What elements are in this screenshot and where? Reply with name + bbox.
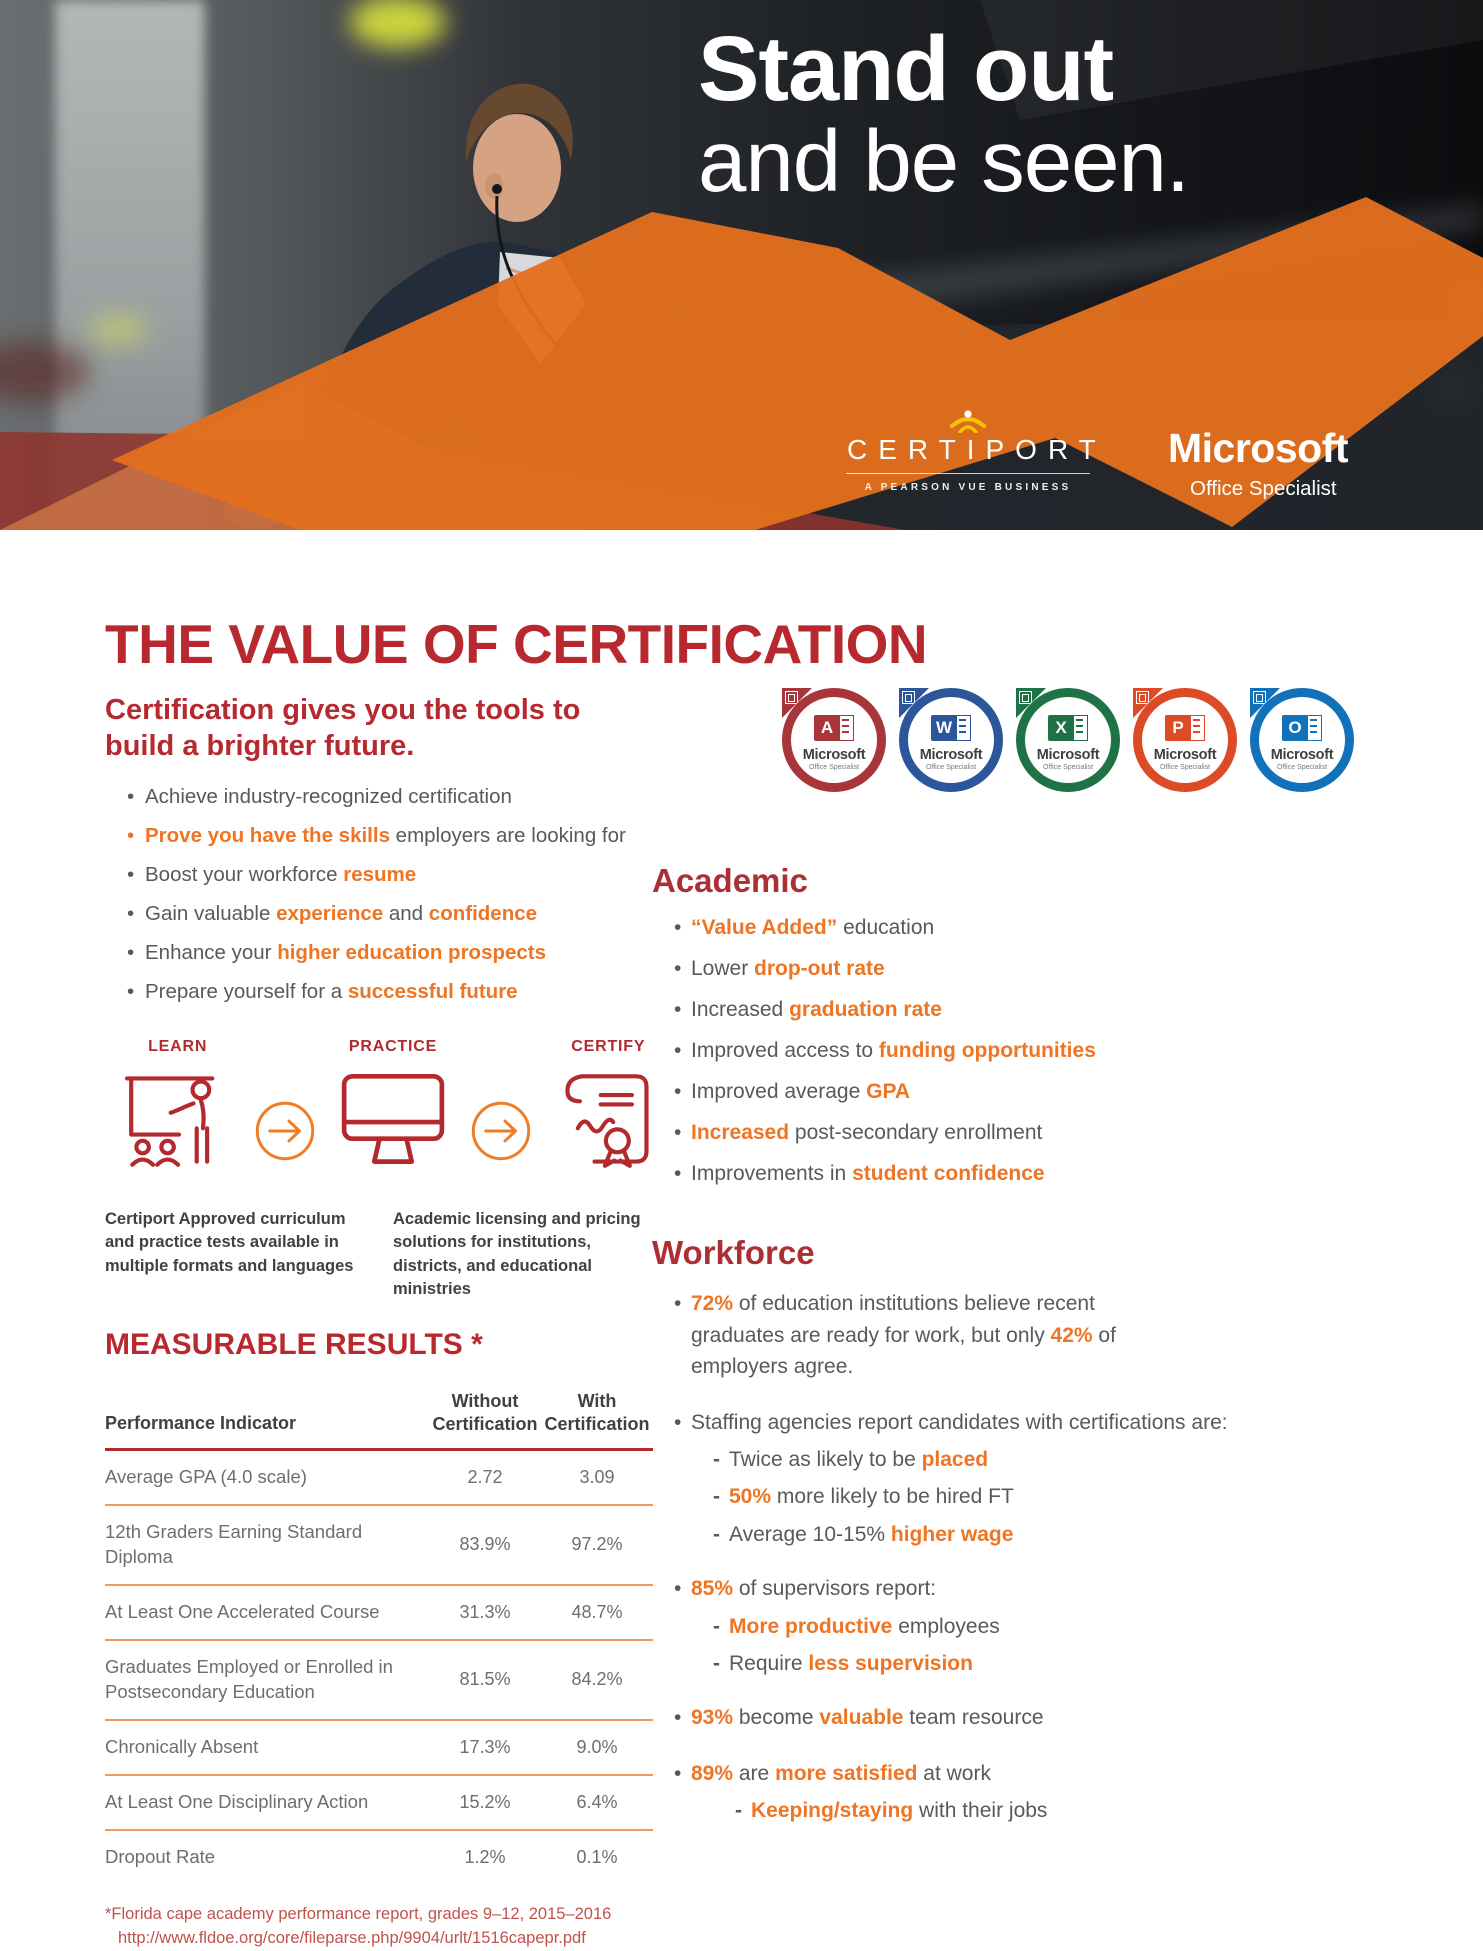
badge-ring xyxy=(1016,688,1120,792)
workforce-sublist xyxy=(713,1446,1252,1549)
row-label: Chronically Absent xyxy=(105,1735,259,1757)
table-row xyxy=(105,1641,653,1721)
benefit-item: • Achieve industry-recognized certification xyxy=(127,785,745,809)
measurable-results-section xyxy=(105,1328,653,1951)
academic-item: • Increased post-secondary enrollment xyxy=(674,1121,1096,1145)
intro-heading-line2: build a brighter future. xyxy=(105,729,415,762)
academic-item: • Improvements in student confidence xyxy=(674,1162,1096,1186)
value-without: 1.2% xyxy=(464,1846,506,1867)
value-with: 6.4% xyxy=(576,1791,618,1812)
microsoft-office-specialist-label: Office Specialist xyxy=(1190,477,1337,501)
row-label: At Least One Disciplinary Action xyxy=(105,1790,369,1812)
badge-brand: Microsoft xyxy=(1153,747,1217,763)
workforce-sublist xyxy=(713,1613,1252,1679)
arrow-cell xyxy=(252,1038,318,1172)
workforce-item: • 72% of education institutions believe recent graduates are ready for work, but only 42% of employers agree. xyxy=(674,1288,1252,1383)
row-label: Dropout Rate xyxy=(105,1845,216,1867)
workforce-subitem: - 50% more likely to be hired FT xyxy=(713,1483,1252,1511)
workforce-item: • 85% of supervisors report: - More productive employees - Require less supervision xyxy=(674,1573,1252,1678)
workforce-sublist xyxy=(735,1797,1252,1825)
value-without: 81.5% xyxy=(459,1669,511,1690)
academic-item: • Lower drop-out rate xyxy=(674,957,1096,981)
outlook-app-icon: O xyxy=(1282,715,1308,741)
footnote-source: *Florida cape academy performance report, grades 9–12, 2015–2016 xyxy=(105,1904,612,1923)
results-heading: MEASURABLE RESULTS * xyxy=(105,1328,483,1361)
learn-caption: Certiport Approved curriculum and practice tests available in multiple formats and languages xyxy=(105,1210,354,1275)
academic-list xyxy=(674,916,1096,1186)
benefit-item: • Prove you have the skills employers are looking for xyxy=(127,824,745,848)
value-with: 97.2% xyxy=(571,1534,623,1555)
workforce-subitem: - Average 10-15% higher wage xyxy=(713,1521,1252,1549)
hero-banner xyxy=(0,0,1483,530)
badge-excel xyxy=(1016,688,1120,792)
footnote-url: http://www.fldoe.org/core/fileparse.php/9904/urlt/1516capepr.pdf xyxy=(118,1929,586,1948)
intro-heading-line1: Certification gives you the tools to xyxy=(105,694,581,726)
access-app-icon: A xyxy=(814,715,840,741)
footnote xyxy=(105,1902,653,1951)
badge-subtitle: Office Specialist xyxy=(1042,764,1094,771)
hero-title xyxy=(698,18,1190,210)
badge-ring xyxy=(899,688,1003,792)
value-without: 2.72 xyxy=(467,1466,503,1487)
intro-section xyxy=(105,693,745,1019)
value-with: 9.0% xyxy=(576,1736,618,1757)
row-label: At Least One Accelerated Course xyxy=(105,1600,380,1622)
workforce-subitem: - Require less supervision xyxy=(713,1650,1252,1678)
workforce-subitem: - More productive employees xyxy=(713,1613,1252,1641)
column-header: Performance Indicator xyxy=(105,1412,297,1433)
excel-app-icon: X xyxy=(1048,715,1074,741)
badge-ring xyxy=(1133,688,1237,792)
table-row xyxy=(105,1776,653,1831)
step-label: PRACTICE xyxy=(348,1038,438,1055)
academic-item: • Improved access to funding opportunities xyxy=(674,1039,1096,1063)
intro-heading xyxy=(105,693,745,765)
table-header-row xyxy=(105,1390,653,1451)
workforce-item: • 93% become valuable team resource xyxy=(674,1702,1252,1734)
microsoft-wordmark: Microsoft xyxy=(1168,425,1348,471)
row-label: Average GPA (4.0 scale) xyxy=(105,1466,307,1487)
badge-ring xyxy=(1250,688,1354,792)
table-row xyxy=(105,1506,653,1586)
table-row xyxy=(105,1831,653,1884)
table-row xyxy=(105,1451,653,1506)
benefit-item: • Gain valuable experience and confidence xyxy=(127,902,745,926)
badge-ring xyxy=(782,688,886,792)
value-without: 17.3% xyxy=(459,1736,511,1757)
value-without: 83.9% xyxy=(459,1534,511,1555)
certificate-icon xyxy=(549,1068,667,1172)
academic-heading: Academic xyxy=(652,862,808,899)
step-captions xyxy=(105,1208,675,1302)
certiport-wordmark: CERTIPORT xyxy=(847,434,1107,465)
practice-caption: Academic licensing and pricing solutions for institutions, districts, and educational ministries xyxy=(393,1210,641,1299)
certiport-person-icon xyxy=(948,410,988,433)
value-with: 0.1% xyxy=(576,1846,618,1867)
page-title: THE VALUE OF CERTIFICATION xyxy=(105,612,928,675)
word-app-icon: W xyxy=(931,715,957,741)
column-header: With Certification xyxy=(544,1391,650,1434)
benefit-item: • Enhance your higher education prospects xyxy=(127,941,745,965)
badge-subtitle: Office Specialist xyxy=(808,764,860,771)
mos-badges-row xyxy=(782,688,1354,792)
table-row xyxy=(105,1586,653,1641)
mos-mini-emblem xyxy=(1019,691,1032,704)
badge-outlook xyxy=(1250,688,1354,792)
badge-brand: Microsoft xyxy=(802,747,866,763)
workforce-subitem: - Keeping/staying with their jobs xyxy=(735,1797,1252,1825)
benefit-item: • Boost your workforce resume xyxy=(127,863,745,887)
badge-word xyxy=(899,688,1003,792)
results-table xyxy=(105,1390,653,1884)
badge-access xyxy=(782,688,886,792)
mos-mini-emblem xyxy=(902,691,915,704)
row-label: 12th Graders Earning Standard Diploma xyxy=(105,1520,363,1567)
certiport-tagline: A PEARSON VUE BUSINESS xyxy=(864,482,1072,493)
mos-mini-emblem xyxy=(1253,691,1266,704)
powerpoint-app-icon: P xyxy=(1165,715,1191,741)
badge-subtitle: Office Specialist xyxy=(1159,764,1211,771)
hero-title-line2: and be seen. xyxy=(698,112,1190,210)
mos-mini-emblem xyxy=(785,691,798,704)
value-without: 15.2% xyxy=(459,1791,511,1812)
badge-brand: Microsoft xyxy=(1270,747,1334,763)
value-with: 3.09 xyxy=(579,1466,615,1487)
certiport-divider xyxy=(846,473,1090,474)
badge-brand: Microsoft xyxy=(1036,747,1100,763)
badge-subtitle: Office Specialist xyxy=(1276,764,1328,771)
value-with: 48.7% xyxy=(571,1601,623,1622)
column-header: Without Certification xyxy=(432,1391,538,1434)
academic-item: • Increased graduation rate xyxy=(674,998,1096,1022)
process-steps xyxy=(103,1038,683,1172)
mos-mini-emblem xyxy=(1136,691,1149,704)
certiport-logo xyxy=(836,410,1107,493)
workforce-subitem: - Twice as likely to be placed xyxy=(713,1446,1252,1474)
badge-brand: Microsoft xyxy=(919,747,983,763)
badge-powerpoint xyxy=(1133,688,1237,792)
step-label: LEARN xyxy=(148,1038,208,1055)
academic-section xyxy=(652,862,1096,1203)
arrow-right-circle-icon xyxy=(468,1090,534,1172)
table-row xyxy=(105,1721,653,1776)
workforce-item: • 89% are more satisfied at work - Keeping/staying with their jobs xyxy=(674,1758,1252,1826)
value-with: 84.2% xyxy=(571,1669,623,1690)
benefit-item: • Prepare yourself for a successful future xyxy=(127,980,745,1004)
step-learn xyxy=(103,1038,252,1172)
academic-item: • Improved average GPA xyxy=(674,1080,1096,1104)
classroom-presenter-icon xyxy=(119,1068,237,1172)
value-without: 31.3% xyxy=(459,1601,511,1622)
step-practice xyxy=(318,1038,467,1172)
workforce-section xyxy=(652,1234,1252,1850)
arrow-right-circle-icon xyxy=(252,1090,318,1172)
workforce-list xyxy=(674,1288,1252,1826)
workforce-item: • Staffing agencies report candidates with certifications are: - Twice as likely to be placed - 50% more likely to be hired FT - Average 10-15% higher wage xyxy=(674,1407,1252,1550)
badge-subtitle: Office Specialist xyxy=(925,764,977,771)
arrow-cell xyxy=(468,1038,534,1172)
academic-item: • “Value Added” education xyxy=(674,916,1096,940)
row-label: Graduates Employed or Enrolled in Postsecondary Education xyxy=(105,1655,393,1702)
hero-title-line1: Stand out xyxy=(698,18,1114,120)
step-label: CERTIFY xyxy=(571,1038,646,1055)
workforce-heading: Workforce xyxy=(652,1234,815,1271)
microsoft-logo xyxy=(1168,426,1348,500)
computer-monitor-icon xyxy=(334,1068,452,1172)
